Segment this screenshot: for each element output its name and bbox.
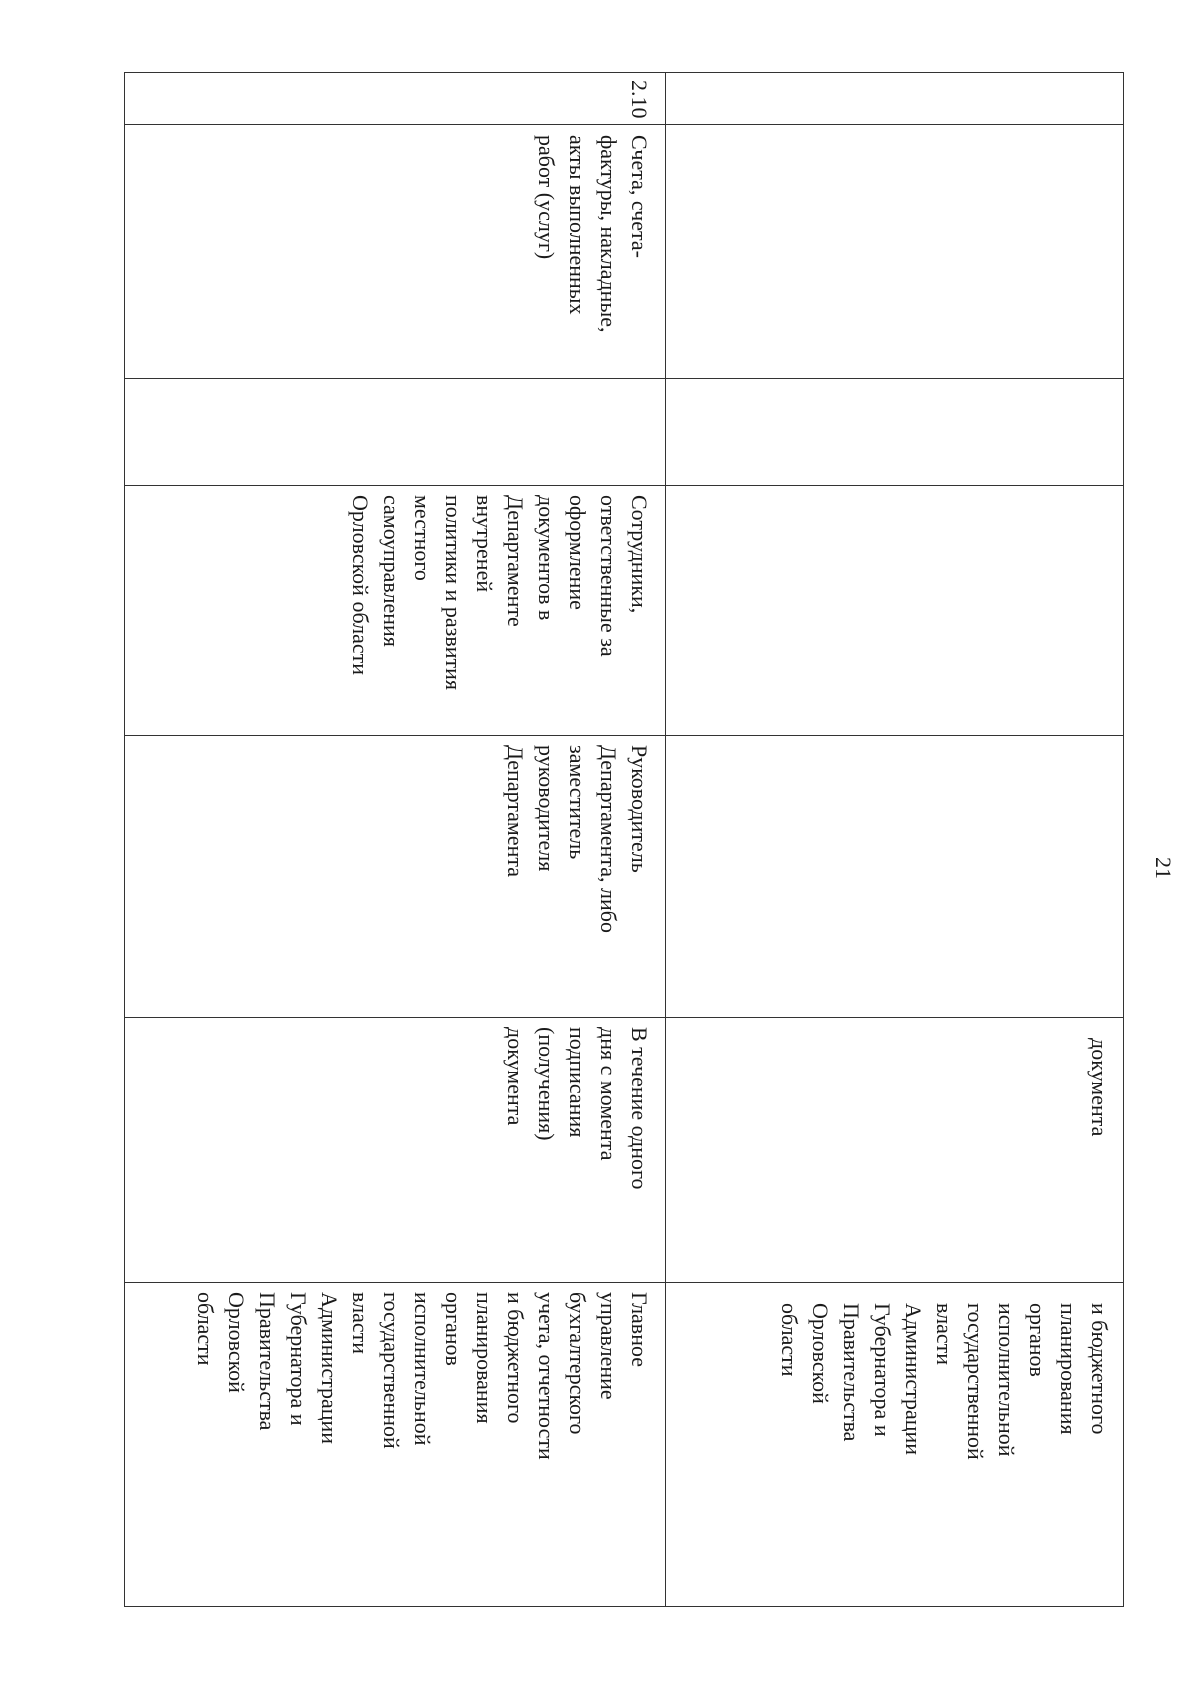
document-table bbox=[124, 72, 1124, 1607]
row-number-cell: 2.10 bbox=[627, 80, 652, 119]
page-number: 21 bbox=[1151, 857, 1176, 879]
row-divider bbox=[665, 73, 666, 1606]
signer-cell: Руководитель Департамента, либо заместитель руководителя Департамента bbox=[503, 745, 652, 933]
responsible-cell: Сотрудники, ответственные за оформление документов в Департаменте внутреней политики и развития местного самоуправления Орловской области bbox=[348, 495, 652, 690]
recipient-cell: Главное управление бухгалтерского учета, отчетности и бюджетного планирования органов исполнительной государственной власти Администрации Губернатора и Правительства Орловской области bbox=[193, 1292, 652, 1460]
prev-row-deadline-cell: документа bbox=[1087, 1038, 1112, 1137]
column-divider bbox=[125, 1282, 1123, 1283]
deadline-cell: В течение одного дня с момента подписания (получения) документа bbox=[503, 1027, 652, 1190]
column-divider bbox=[125, 1017, 1123, 1018]
document-type-cell: Счета, счета- фактуры, накладные, акты выполненных работ (услуг) bbox=[534, 135, 652, 333]
column-divider bbox=[125, 378, 1123, 379]
prev-row-approver-cell: и бюджетного планирования органов исполнительной государственной власти Администрации Губернатора и Правительства Орловской области bbox=[777, 1303, 1112, 1460]
empty-cell bbox=[225, 389, 655, 479]
column-divider bbox=[125, 735, 1123, 736]
column-divider bbox=[125, 485, 1123, 486]
